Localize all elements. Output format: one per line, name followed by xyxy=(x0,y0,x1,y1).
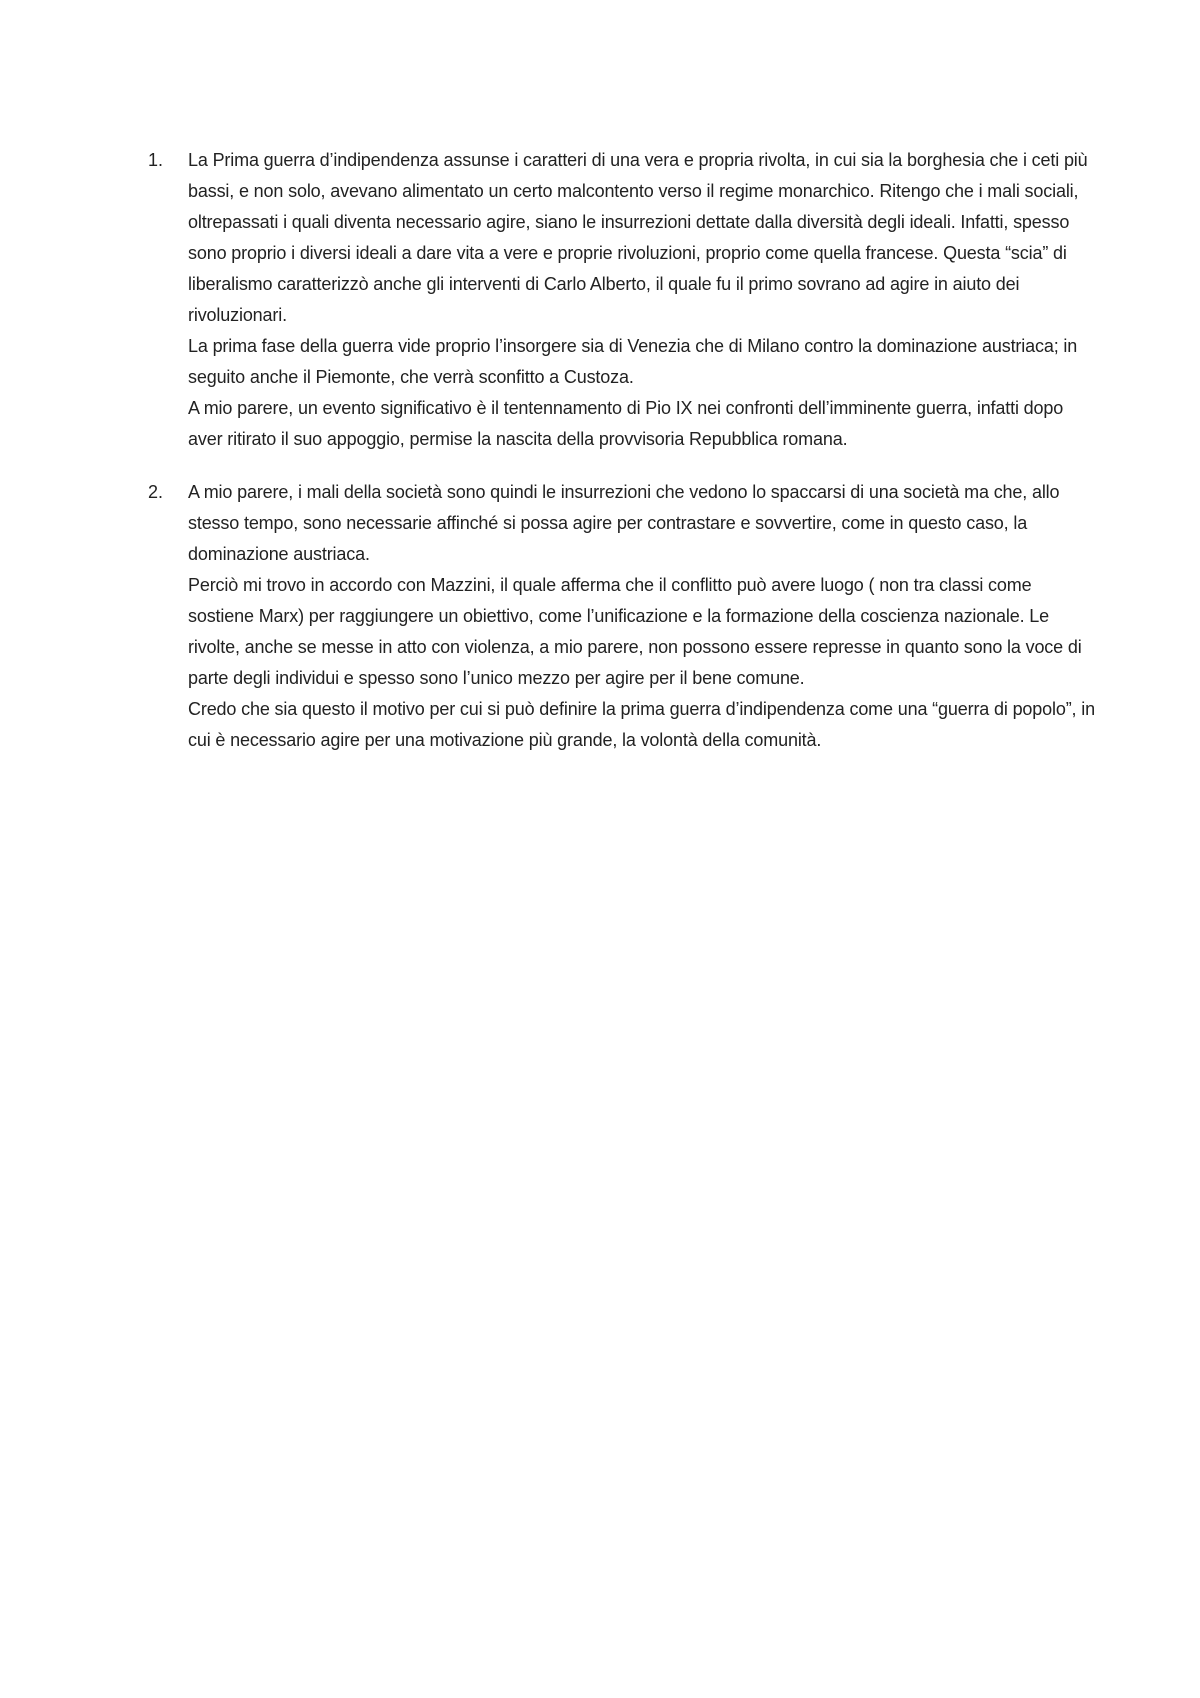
paragraph: Perciò mi trovo in accordo con Mazzini, il quale afferma che il conflitto può avere luogo ( non tra classi come sostiene Marx) per raggiungere un obiettivo, come l’unificazione e la formazione della coscienza nazionale. Le rivolte, anche se messe in atto con violenza, a mio parere, non possono essere represse in quanto sono la voce di parte degli individui e spesso sono l’unico mezzo per agire per il bene comune. xyxy=(188,575,1082,688)
list-item xyxy=(148,477,1098,756)
list-item-number: 2. xyxy=(148,482,164,502)
list-item xyxy=(148,145,1098,455)
paragraph: A mio parere, un evento significativo è il tentennamento di Pio IX nei confronti dell’imminente guerra, infatti dopo aver ritirato il suo appoggio, permise la nascita della provvisoria Repubblica romana. xyxy=(188,398,1064,449)
paragraph: Credo che sia questo il motivo per cui si può definire la prima guerra d’indipendenza come una “guerra di popolo”, in cui è necessario agire per una motivazione più grande, la volontà della comunità. xyxy=(188,699,1095,750)
paragraph: A mio parere, i mali della società sono quindi le insurrezioni che vedono lo spaccarsi di una società ma che, allo stesso tempo, sono necessarie affinché si possa agire per contrastare e sovvertire, come in questo caso, la dominazione austriaca. xyxy=(188,482,1060,564)
paragraph: La prima fase della guerra vide proprio l’insorgere sia di Venezia che di Milano contro la dominazione austriaca; in seguito anche il Piemonte, che verrà sconfitto a Custoza. xyxy=(188,336,1078,387)
numbered-list xyxy=(148,145,1098,778)
list-item-number: 1. xyxy=(148,150,164,170)
paragraph: La Prima guerra d’indipendenza assunse i caratteri di una vera e propria rivolta, in cui sia la borghesia che i ceti più bassi, e non solo, avevano alimentato un certo malcontento verso il regime monarchico. Ritengo che i mali sociali, oltrepassati i quali diventa necessario agire, siano le insurrezioni dettate dalla diversità degli ideali. Infatti, spesso sono proprio i diversi ideali a dare vita a vere e proprie rivoluzioni, proprio come quella francese. Questa “scia” di liberalismo caratterizzò anche gli interventi di Carlo Alberto, il quale fu il primo sovrano ad agire in aiuto dei rivoluzionari. xyxy=(188,150,1088,325)
